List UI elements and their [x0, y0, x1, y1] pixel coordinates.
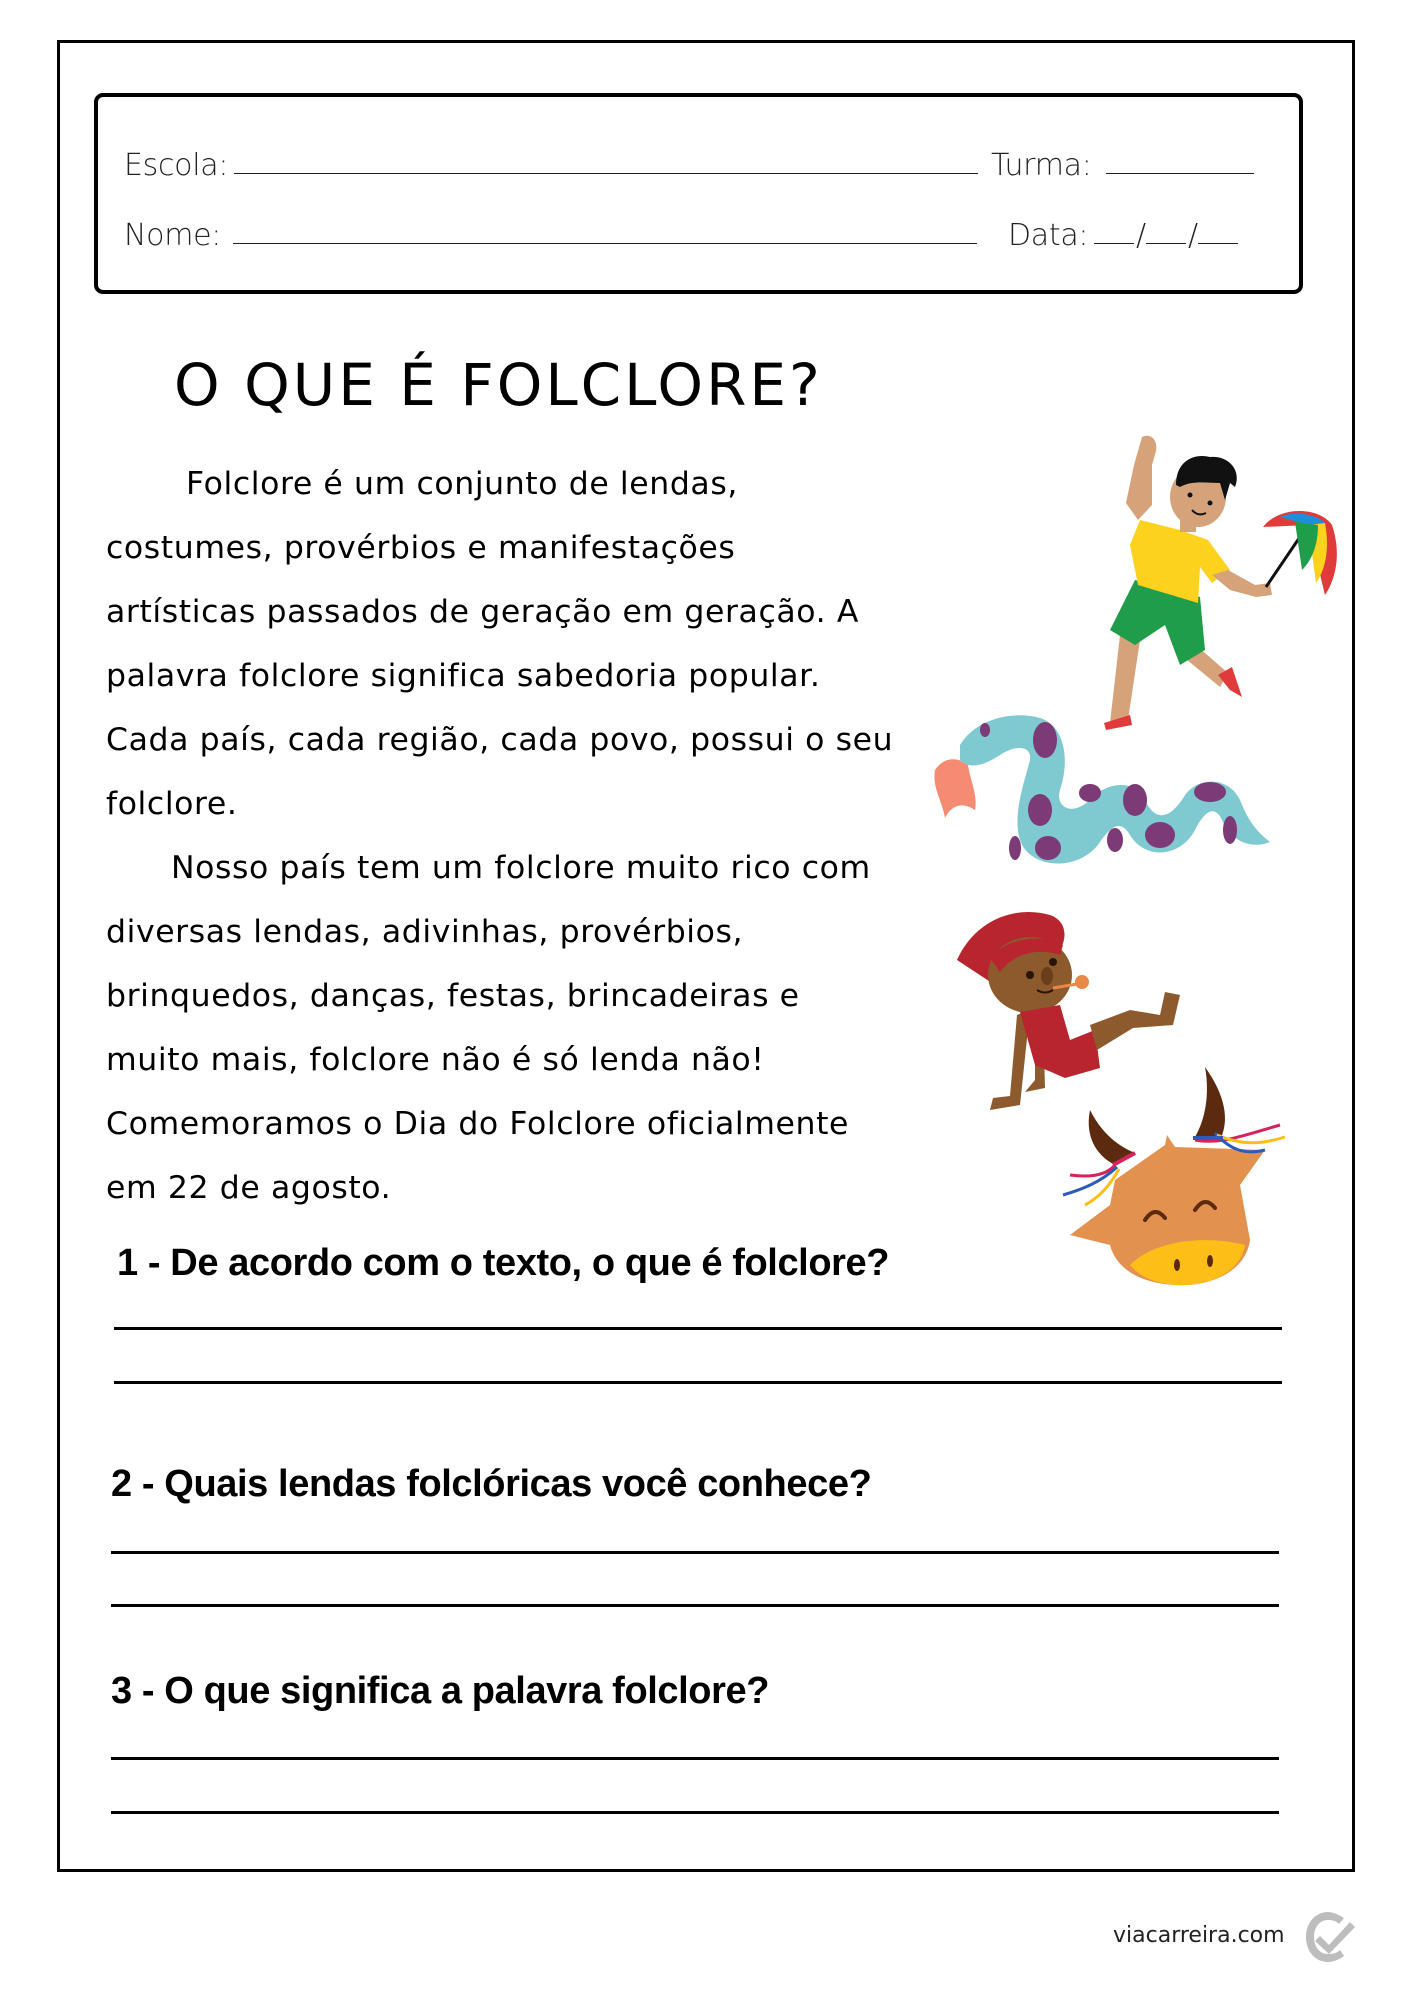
answer-line-1a[interactable]	[114, 1327, 1282, 1330]
footer-site-link[interactable]: viacarreira.com	[1113, 1923, 1285, 1948]
name-label: Nome:	[124, 218, 222, 253]
text-line: palavra folclore significa sabedoria popular.	[106, 658, 821, 694]
text-line: diversas lendas, adivinhas, provérbios,	[106, 914, 744, 950]
class-field[interactable]	[1106, 173, 1254, 174]
text-line: artísticas passados de geração em geração. A	[106, 594, 859, 630]
date-separator: /	[1188, 218, 1199, 253]
date-year-field[interactable]	[1198, 243, 1238, 244]
question-2: 2 - Quais lendas folclóricas você conhece?	[111, 1463, 872, 1505]
answer-line-2b[interactable]	[111, 1604, 1279, 1607]
answer-line-3a[interactable]	[111, 1757, 1279, 1760]
name-field[interactable]	[233, 243, 977, 244]
question-1: 1 - De acordo com o texto, o que é folclore?	[117, 1242, 890, 1284]
school-label: Escola:	[124, 148, 229, 183]
answer-line-2a[interactable]	[111, 1551, 1279, 1554]
text-line: em 22 de agosto.	[106, 1170, 392, 1206]
school-field[interactable]	[234, 173, 978, 174]
date-separator: /	[1136, 218, 1147, 253]
date-label: Data:	[1008, 218, 1089, 253]
boitata-snake-illustration	[930, 700, 1280, 875]
class-label: Turma:	[991, 148, 1092, 183]
text-line: Cada país, cada região, cada povo, possui o seu	[106, 722, 894, 758]
frevo-dancer-illustration	[1080, 425, 1340, 730]
date-month-field[interactable]	[1146, 243, 1186, 244]
answer-line-3b[interactable]	[111, 1811, 1279, 1814]
text-line: costumes, provérbios e manifestações	[106, 530, 736, 566]
bumba-meu-boi-illustration	[1055, 1065, 1290, 1290]
text-line: brinquedos, danças, festas, brincadeiras e	[106, 978, 800, 1014]
text-line: Folclore é um conjunto de lendas,	[186, 466, 738, 502]
text-line: folclore.	[106, 786, 238, 822]
date-day-field[interactable]	[1094, 243, 1134, 244]
question-3: 3 - O que significa a palavra folclore?	[111, 1670, 770, 1712]
text-line: muito mais, folclore não é só lenda não!	[106, 1042, 765, 1078]
page-title: O QUE É FOLCLORE?	[174, 351, 823, 419]
student-info-box	[94, 93, 1303, 294]
viacarreira-logo-icon	[1304, 1910, 1356, 1964]
answer-line-1b[interactable]	[114, 1381, 1282, 1384]
text-line: Nosso país tem um folclore muito rico com	[171, 850, 871, 886]
text-line: Comemoramos o Dia do Folclore oficialmente	[106, 1106, 850, 1142]
